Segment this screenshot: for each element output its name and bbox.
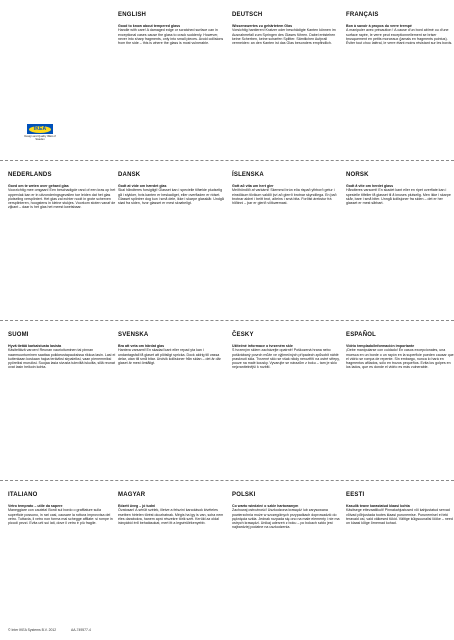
section-body: A manipuler avec précaution ! A cause d'un bord abîmé ou d'une surface rayée, le verre peut exceptionnellement se briser brusquement en petits morceaux (jamais en fragments pointus). Éviter tout choc latéral, le verre étant moins résistant sur les bords.	[346, 28, 453, 46]
language-heading: POLSKI	[232, 492, 256, 498]
language-heading: ÍSLENSKA	[232, 172, 264, 178]
section-dansk	[118, 172, 226, 205]
section-title: Co warto wiedzieć o szkle hartowanym	[232, 504, 299, 508]
section-body: Zachowaj ostrożność! Uszkodzona krawędź lub zarysowana powierzchnia może w szczególnych przypadkach doprowadzić do pęknięcia szkła. Jednak rozpada się ono na małe elementy i nie ma ostrych krawędzi. Unikaj uderzeń z boku – po bokach szkło jest najbardziej podatne na uszkodzenia.	[232, 508, 340, 530]
section-title: Wissenswertes zu gehärtetem Glas	[232, 24, 293, 28]
section-body: Óvatosan! A sérült szélek, illetve a felszíni karcolások kivételes esetben hirtelen törést okozhatnak. Mégis ha igy is van, soha nem éles darabokra, hanem apró részekre törik szét. Kerüld az oldal irányából érő behatásokat, mert itt a legsérülékenyebb.	[118, 508, 224, 526]
section-francais	[346, 12, 454, 45]
section-title: Bra att veta om härdat glas	[118, 344, 165, 348]
section-title: Bon à savoir à propos du verre trempé	[346, 24, 412, 28]
section-body: S tvrzeným sklem zacházejte opatrně! Poškozená hrana nebo poškrábaný povrch může ve výjimečných případech způsobit náhlé prasknutí skla. Tvrzené sklo se však nikdy neroztřítí na ostré střepy, pouze na malé kousky. Vyvarujte se nárazům z boku – tam je sklo nejzranitelnější k rozbití.	[232, 348, 340, 370]
language-heading: ENGLISH	[118, 12, 147, 18]
language-heading: DANSK	[118, 172, 141, 178]
section-nederlands	[8, 172, 116, 210]
language-heading: MAGYAR	[118, 492, 146, 498]
section-svenska	[118, 332, 226, 365]
section-italiano	[8, 492, 116, 525]
fold-line	[0, 160, 454, 161]
footer	[8, 628, 105, 632]
section-eesti	[346, 492, 454, 525]
language-heading: ITALIANO	[8, 492, 38, 498]
section-polski	[232, 492, 340, 530]
section-english	[118, 12, 226, 45]
section-title: Goed om te weten over gehard glas	[8, 184, 69, 188]
section-cesky	[232, 332, 340, 370]
logo-wordmark: IKEA	[33, 125, 47, 132]
section-body: Hantera varsamt! En skadad kant eller repad yta kan i undantagsfall få glaset att plötsligt spricka. Dock aldrig till vassa delar, utan till små bitar. Undvik kollisioner från sidan – det är där glaset är mest ömtåligt.	[118, 348, 221, 366]
logo-mark	[27, 124, 53, 134]
section-body: Vorsichtig hantieren! Kratzer oder beschädigte Kanten können im Ausnahmefall zum Springen des Glases führen. Dabei entstehen keine Scherben, keine scharfen Splitter. Sämtlichen Aufprall vermeiden: an den Kanten ist das Glas besonders empfindlich.	[232, 28, 336, 46]
section-title: Godt at vide om hærdet glas	[118, 184, 167, 188]
section-body: Käsitsege ettevaatlikult! Pinnakahjustused või kahjustatud servad võivad põhjustada tootes klaasi purunemise. Purunemisel ei teki teravaid osi, vaid väikesed tükid. Vältige külgsuunalisi lööke – need on klaasi kõige õrnemad kohad.	[346, 508, 453, 526]
section-title: Užitečné informace o tvrzeném skle	[232, 344, 293, 348]
section-body: Handle with care! A damaged edge or scratched surface can in exceptional cases cause the glass to crack suddenly. However, never into sharp fragments, only into small pieces. Avoid collisions from the side – this is where the glass is most vulnerable.	[118, 28, 224, 46]
section-islenska	[232, 172, 340, 205]
section-title: Good to know about tempered glass	[118, 24, 181, 28]
section-body: Skal håndteres forsigtigt! Glasset kan i specielle tilfælde pludselig gå i stykker, hvis kanten er beskadiget, eller overfladen er ridset. Glasset splintrer dog kun i små dele, ikke i skarpe glasskår. Undgå stød fra siden, hvor glasset er mest skrøbeligt.	[118, 188, 224, 206]
section-deutsch	[232, 12, 340, 45]
section-title: Hyvä tietää karkaistusta lasista	[8, 344, 62, 348]
language-heading: NEDERLANDS	[8, 172, 52, 178]
section-norsk	[346, 172, 454, 205]
language-heading: SUOMI	[8, 332, 29, 338]
section-espanol	[346, 332, 454, 370]
fold-line	[0, 480, 454, 481]
section-title: Edzett üveg – jó tudni	[118, 504, 156, 508]
section-magyar	[118, 492, 226, 525]
section-title: Vidrio templado/Información importante	[346, 344, 415, 348]
language-heading: DEUTSCH	[232, 12, 263, 18]
language-heading: ČESKY	[232, 332, 254, 338]
section-title: Gott að vita um hert gler	[232, 184, 274, 188]
fold-line	[0, 320, 454, 321]
language-heading: FRANÇAIS	[346, 12, 379, 18]
section-body: Voorzichtig mee omgaan! Een beschadigde rand of een kras op het oppervlak kan er in uitzonderingsgevallen toe leiden dat het glas plotseling versplintert. Het glas zal echter nooit in grote scherven versplinteren, hoogstens in kleine stukjes. Voorkom stoten vanaf de zijkant – daar is het glas het meest kwetsbaar.	[8, 188, 116, 210]
copyright-text: © Inter IKEA Systems B.V. 2012	[8, 628, 57, 632]
document-code: AA-749577-4	[70, 628, 91, 632]
section-body: Maneggiare con cautela! Bordi sul bordo o graffiature sulla superficie possono, in rari casi, causare la rottura improvvisa del vetro. Tuttavia, il vetro non forma mai schegge affilate: si rompe in piccoli pezzi. Evita urti sui lati, dove il vetro è più fragile.	[8, 508, 113, 526]
section-body: Käsiteltävä varoen! Reunan vaurioituminen tai pinnan naarmuuntuminen saattaa poikkeustapauksissa rikkoa lasin. Lasi ei kuitenkaan koskaan hajoa teräviksi sirpaleiksi, vaan pienemmiksi pyöreiksi muruiksi. Suojaa lasia sivusta tuleviltä iskuilta, sillä reunat ovat lasin heikoin kohta.	[8, 348, 116, 370]
section-body: Meðhöndlið af varkárni! Skemmd brún eða rispað yfirborð getur í einstökum tilvikum valdið því að glerrð brotnar skyndilega. En það brotnar aldrei í beitt brot, aðeins í smá bita. Forðist árekstur frá hliðinni – þar er glerið viðkvæmast.	[232, 188, 337, 206]
section-body: Håndteres varsomt! En skadet kant eller en ripet overflate kan i spesielle tilfeller få glasset til å knuses plutselig. Men ikke i skarpe skår, bare i små biter. Unngå kollisjoner fra siden – det er her glasset er mest sårbart.	[346, 188, 451, 206]
section-title: Kasulik teave karastatud klaasi kohta	[346, 504, 410, 508]
language-heading: NORSK	[346, 172, 369, 178]
language-heading: SVENSKA	[118, 332, 149, 338]
section-suomi	[8, 332, 116, 370]
logo-oval	[29, 126, 51, 133]
section-title: Godt å vite om herdet glass	[346, 184, 394, 188]
logo-tagline: Design and Quality IKEA of Sweden	[24, 135, 56, 141]
ikea-logo	[24, 124, 56, 141]
language-heading: EESTI	[346, 492, 365, 498]
section-title: Vetro temprato – utile da sapere	[8, 504, 63, 508]
language-heading: ESPAÑOL	[346, 332, 376, 338]
section-body: ¡Debe manipularse con cuidado! En casos excepcionales, una muesca en un borde o un rayón en la superficie pueden causar que el vidrio se rompa de repente. Sin embargo, nunca lo hará en fragmentos afilados, sólo en trozos pequeños. Evita los golpes en los lados, que es donde el vidrio es más vulnerable.	[346, 348, 454, 370]
